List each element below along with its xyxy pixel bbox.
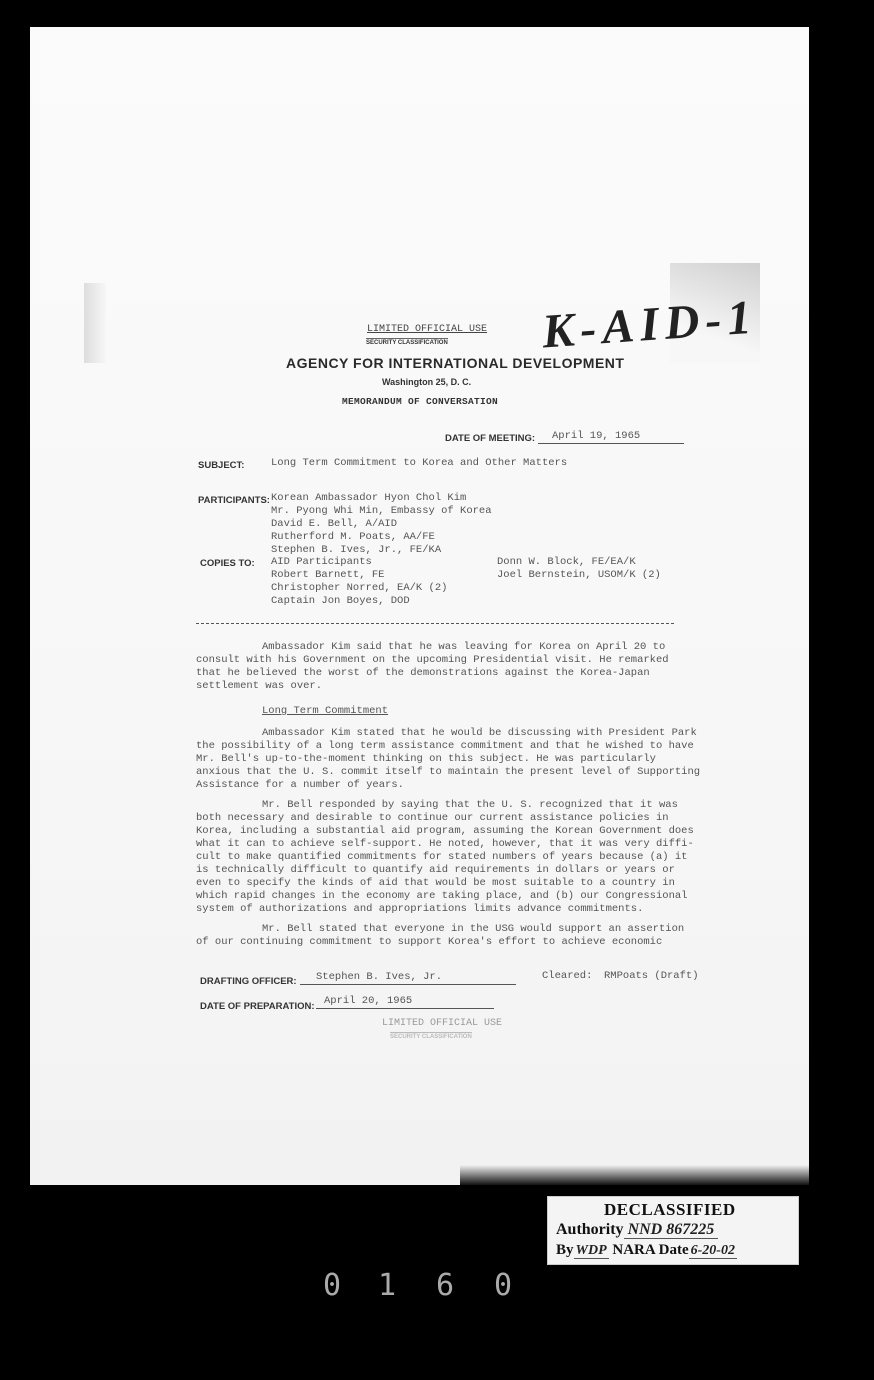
drafting-officer-value: Stephen B. Ives, Jr.	[300, 971, 516, 985]
text-line: cult to make quantified commitments for stated numbers of years because (a) it	[196, 851, 688, 863]
copy-recipient: Robert Barnett, FE	[271, 569, 385, 581]
frame-number-digit: 0	[323, 1268, 342, 1303]
text-line: of our continuing commitment to support Korea's effort to achieve economic	[196, 936, 663, 948]
stamp-by-row	[556, 1242, 737, 1259]
text-line: settlement was over.	[196, 680, 323, 692]
stamp-nara-value: 6-20-02	[690, 1243, 735, 1258]
drafting-officer-label: DRAFTING OFFICER:	[200, 976, 297, 987]
text-line: Mr. Bell responded by saying that the U. S. recognized that it was	[262, 799, 678, 811]
frame-number-digit: 6	[436, 1268, 455, 1303]
security-classification-bottom: LIMITED OFFICIAL USE	[382, 1018, 503, 1029]
text-line: consult with his Government on the upcoming Presidential visit. He remarked	[196, 654, 669, 666]
frame-number-digit: 1	[378, 1268, 397, 1303]
section-heading: Long Term Commitment	[262, 705, 389, 717]
date-of-preparation-value: April 20, 1965	[316, 995, 494, 1009]
copy-recipient: Joel Bernstein, USOM/K (2)	[497, 569, 661, 581]
date-of-preparation-label: DATE OF PREPARATION:	[200, 1001, 315, 1012]
participant: Rutherford M. Poats, AA/FE	[271, 531, 435, 543]
cleared-value: RMPoats (Draft)	[604, 970, 699, 982]
text-line: both necessary and desirable to continue our current assistance policies in	[196, 812, 669, 824]
participant: David E. Bell, A/AID	[271, 518, 398, 530]
text-line: Korea, including a substantial aid program, assuming the Korean Government does	[196, 825, 694, 837]
text-line: anxious that the U. S. commit itself to maintain the present level of Supporting	[196, 766, 701, 778]
participant: Stephen B. Ives, Jr., FE/KA	[271, 544, 442, 556]
copies-to-label: COPIES TO:	[200, 558, 255, 569]
text-line: that he believed the worst of the demonstrations against the Korea-Japan	[196, 667, 650, 679]
stamp-by-value: WDP	[575, 1243, 607, 1258]
text-line: Ambassador Kim stated that he would be discussing with President Park	[262, 727, 697, 739]
participant: Korean Ambassador Hyon Chol Kim	[271, 492, 467, 504]
text-line: the possibility of a long term assistance commitment and that he wished to have	[196, 740, 694, 752]
copy-recipient: Christopher Norred, EA/K (2)	[271, 582, 448, 594]
stamp-by-label: By	[556, 1242, 574, 1258]
scan-shadow-left	[84, 283, 106, 363]
text-line: Mr. Bell's up-to-the-moment thinking on this subject. He was particularly	[196, 753, 656, 765]
agency-city: Washington 25, D. C.	[382, 377, 472, 387]
text-line: is technically difficult to quantify aid requirements in dollars or years or	[196, 864, 675, 876]
text-line: Assistance for a number of years.	[196, 779, 404, 791]
copies-list-right	[497, 556, 661, 582]
participant: Mr. Pyong Whi Min, Embassy of Korea	[271, 505, 492, 517]
copy-recipient: AID Participants	[271, 556, 372, 568]
paragraph-3	[196, 799, 694, 916]
security-classification-caption-bottom: SECURITY CLASSIFICATION	[390, 1034, 472, 1040]
paragraph-4	[196, 923, 684, 949]
copy-recipient: Donn W. Block, FE/EA/K	[497, 556, 636, 568]
participants-label: PARTICIPANTS:	[198, 495, 270, 506]
subject-label: SUBJECT:	[198, 460, 245, 471]
security-classification-top: LIMITED OFFICIAL USE	[367, 324, 488, 335]
copy-recipient: Captain Jon Boyes, DOD	[271, 595, 410, 607]
text-line: which rapid changes in the economy are taking place, and (b) our Congressional	[196, 890, 688, 902]
participants-list	[271, 492, 492, 557]
paragraph-1	[196, 641, 669, 693]
stamp-authority-row	[556, 1221, 718, 1239]
text-line: even to specify the kinds of aid that would be most suitable to a country in	[196, 877, 675, 889]
stamp-title: DECLASSIFIED	[604, 1200, 736, 1219]
declassified-stamp	[547, 1196, 799, 1265]
agency-title: AGENCY FOR INTERNATIONAL DEVELOPMENT	[286, 355, 625, 371]
stamp-authority-label: Authority	[556, 1221, 624, 1238]
document-type: MEMORANDUM OF CONVERSATION	[342, 396, 499, 407]
frame-number-digit: 0	[494, 1268, 513, 1303]
security-classification-caption: SECURITY CLASSIFICATION	[366, 340, 448, 346]
stamp-authority-value: NND 867225	[624, 1221, 719, 1239]
date-of-meeting-value: April 19, 1965	[538, 430, 684, 444]
text-line: Ambassador Kim said that he was leaving for Korea on April 20 to	[262, 641, 666, 653]
document-page	[30, 27, 809, 1185]
subject-value: Long Term Commitment to Korea and Other Matters	[271, 457, 568, 469]
text-line: Mr. Bell stated that everyone in the USG would support an assertion	[262, 923, 685, 935]
paragraph-2	[196, 727, 700, 792]
scan-shadow-bottom	[460, 1165, 809, 1185]
date-of-meeting-label: DATE OF MEETING:	[445, 433, 536, 444]
cleared-label: Cleared:	[542, 970, 593, 982]
handwritten-file-mark: K-AID-1	[540, 290, 759, 359]
text-line: what it can to achieve self-support. He noted, however, that it was very diffi-	[196, 838, 694, 850]
copies-list-left	[271, 556, 447, 608]
header-divider	[196, 623, 674, 624]
text-line: system of authorizations and appropriations limits advance commitments.	[196, 903, 644, 915]
stamp-nara-label: NARA Date	[612, 1242, 689, 1258]
